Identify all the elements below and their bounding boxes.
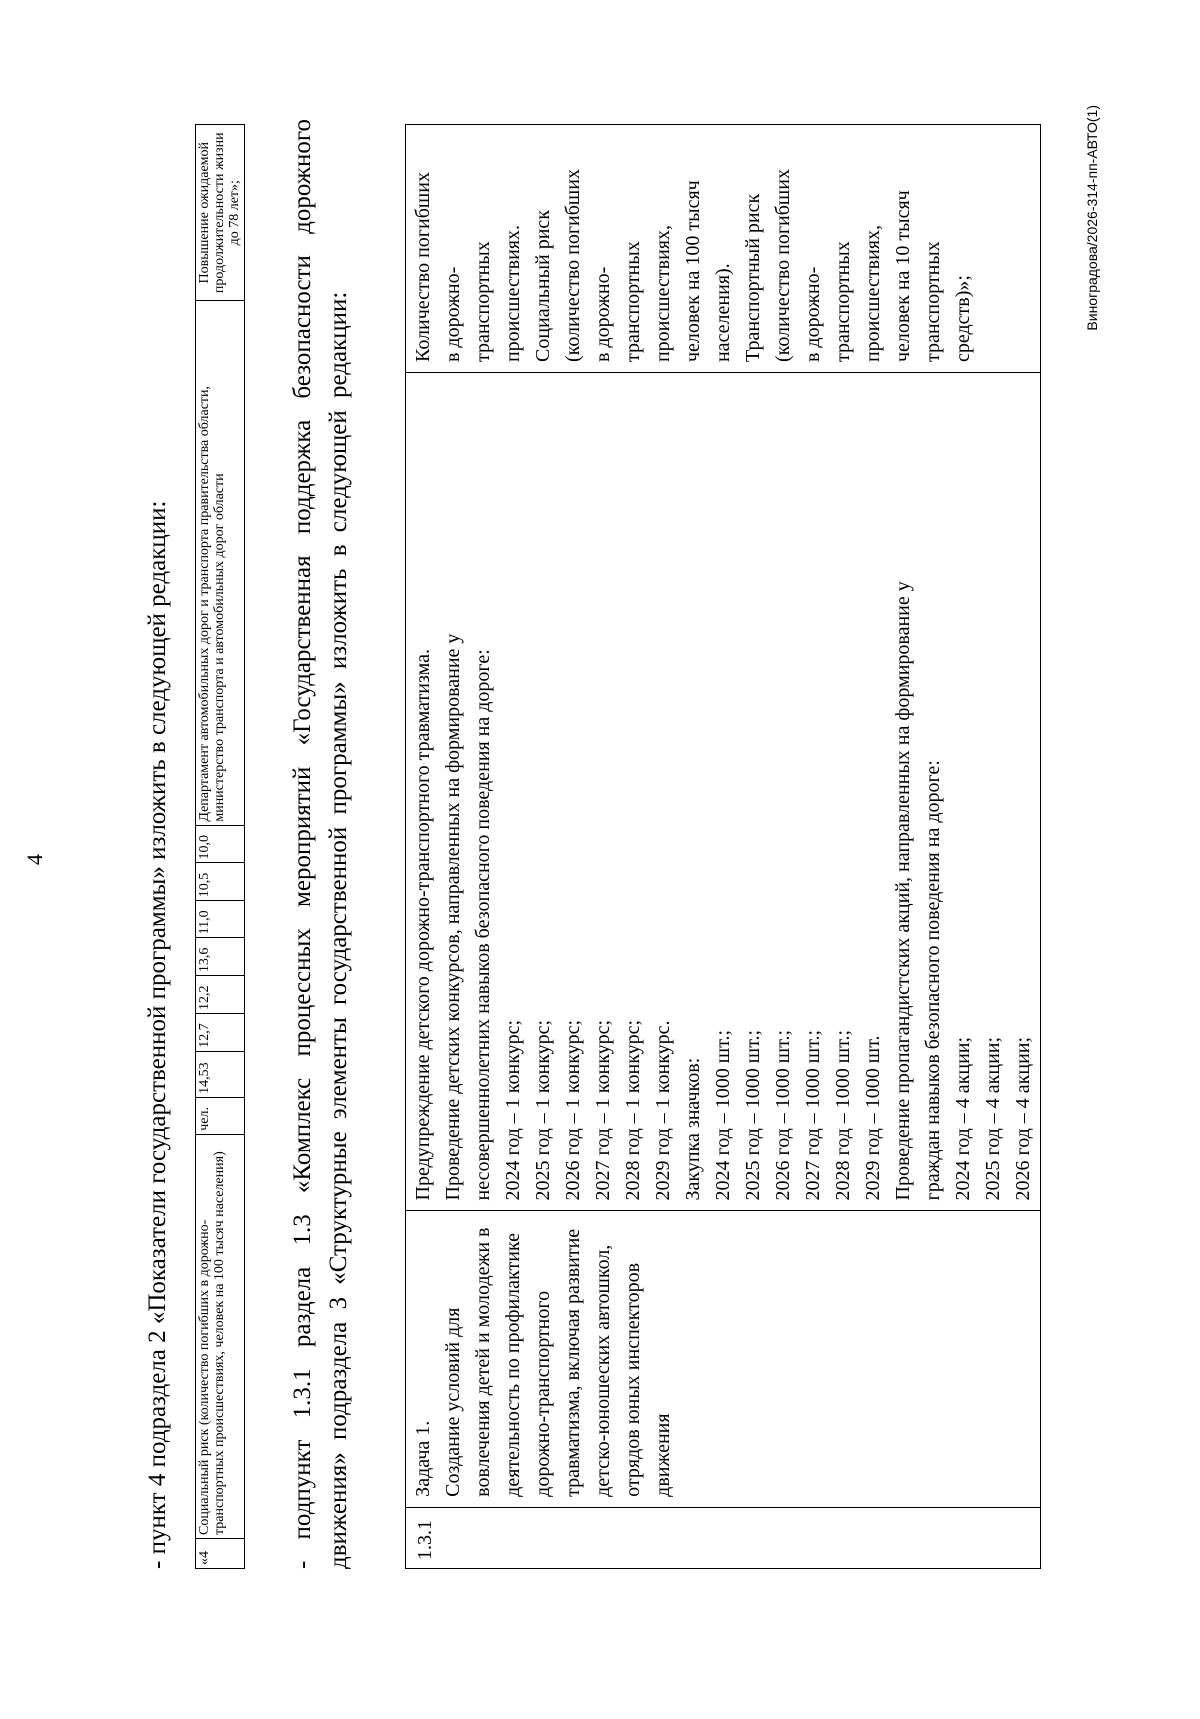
indicator-line: в дорожно- [592,266,614,363]
paragraph-text: - подпункт 1.3.1 раздела 1.3 «Комплекс процессных мероприятий «Государственная поддержка безопасности дорожного движения» подраздела 3 «Структурные элементы государственной программы» изложить в следующей редакции: [289,119,352,1569]
value-cell: 10,5 [196,863,245,901]
table-row [196,125,245,1569]
task-line: Задача 1. [412,1420,434,1497]
indicator-line: транспортных [472,241,494,363]
measure-line: Проведение детских конкурсов, направленных на формирование у [442,633,464,1201]
task-line: отрядов юных инспекторов [622,1262,644,1497]
indicator-line: транспортных [922,241,944,363]
measure-line: 2028 год – 1000 шт.; [832,1030,854,1201]
measure-line: Предупреждение детского дорожно-транспортного травматизма. [412,649,434,1201]
indicator-line: Транспортный риск [742,193,764,363]
indicator-name: Социальный риск (количество погибших в дорожно-транспортных происшествиях, человек на 100 тысяч населения) [196,1134,245,1538]
measure-line: 2029 год – 1000 шт. [862,1035,884,1201]
task-line: травматизма, включая развитие [562,1228,584,1497]
unit: чел. [196,1097,245,1134]
indicator-line: (количество погибших [772,168,794,363]
measure-line: 2025 год – 1 конкурс; [532,1019,554,1201]
measure-line: Проведение пропагандистских акций, направленных на формирование у [892,581,914,1201]
paragraph-point-4: - пункт 4 подраздела 2 «Показатели государственной программы» изложить в следующей редакции: [144,500,171,1569]
measure-line: 2024 год – 1 конкурс; [502,1019,524,1201]
task-line: дорожно-транспортного [532,1290,554,1497]
measure-line: 2029 год – 1 конкурс. [652,1020,674,1201]
indicator-line: (количество погибших [562,168,584,363]
measure-line: 2028 год – 1 конкурс; [622,1019,644,1201]
measure-line: 2025 год – 1000 шт.; [742,1030,764,1201]
task-line: Создание условий для [442,1307,464,1497]
indicator-line: в дорожно- [802,266,824,363]
indicator-line: транспортных [832,241,854,363]
value-cell: 12,2 [196,976,245,1014]
goal-cell: Повышение ожидаемой продолжительности жизни до 78 лет»; [196,125,245,301]
value-cell: 14,53 [196,1051,245,1097]
table-row [406,125,1041,1569]
measure-line: 2024 год – 1000 шт.; [712,1030,734,1201]
indicator-line: средств)»; [952,275,974,363]
measure-line: граждан навыков безопасного поведения на дороге: [922,760,944,1201]
paragraph-subpoint-1-3-1 [285,119,357,1569]
item-number: 1.3.1 [406,1507,1041,1568]
indicator-line: Социальный риск [532,209,554,363]
page-number: 4 [22,854,47,865]
measure-line: 2026 год – 1000 шт.; [772,1030,794,1201]
value-cell: 12,7 [196,1013,245,1051]
value-cell: 11,0 [196,901,245,938]
task-cell [406,1211,1041,1507]
value-cell: 10,0 [196,825,245,863]
indicator-line: человек на 10 тысяч [892,190,914,363]
measure-line: 2027 год – 1000 шт.; [802,1030,824,1201]
responsible-cell: Департамент автомобильных дорог и транспорта правительства области, министерство транспорта и автомобильных дорог области [196,301,245,825]
structural-elements-table [405,124,1041,1569]
measure-line: Закупка значков: [682,1057,704,1201]
document-footer: Виноградова/2026-314-пп-АВТО(1) [1084,105,1100,331]
measure-line: 2024 год – 4 акции; [952,1036,974,1201]
indicator-line: человек на 100 тысяч [682,180,704,363]
measure-line: 2027 год – 1 конкурс; [592,1019,614,1201]
task-line: вовлечения детей и молодежи в [472,1227,494,1497]
measure-line: несовершеннолетних навыков безопасного поведения на дороге: [472,649,494,1201]
measure-line: 2026 год – 1 конкурс; [562,1019,584,1201]
indicator-line: населения). [712,263,734,363]
indicator-cell [406,125,1041,373]
measure-line: 2025 год – 4 акции; [982,1036,1004,1201]
task-line: детско-юношеских автошкол, [592,1244,614,1497]
indicator-line: происшествиях. [502,224,524,363]
indicator-line: транспортных [622,241,644,363]
indicator-line: происшествиях, [862,224,884,363]
indicator-line: Количество погибших [412,172,434,363]
indicator-line: происшествиях, [652,224,674,363]
value-cell: 13,6 [196,938,245,976]
row-number: «4 [196,1539,245,1569]
measure-line: 2026 год – 4 акции; [1012,1036,1034,1201]
task-line: деятельность по профилактике [502,1232,524,1497]
measures-cell [406,373,1041,1211]
indicator-line: в дорожно- [442,266,464,363]
indicators-table [195,124,245,1569]
task-line: движения [652,1413,674,1497]
